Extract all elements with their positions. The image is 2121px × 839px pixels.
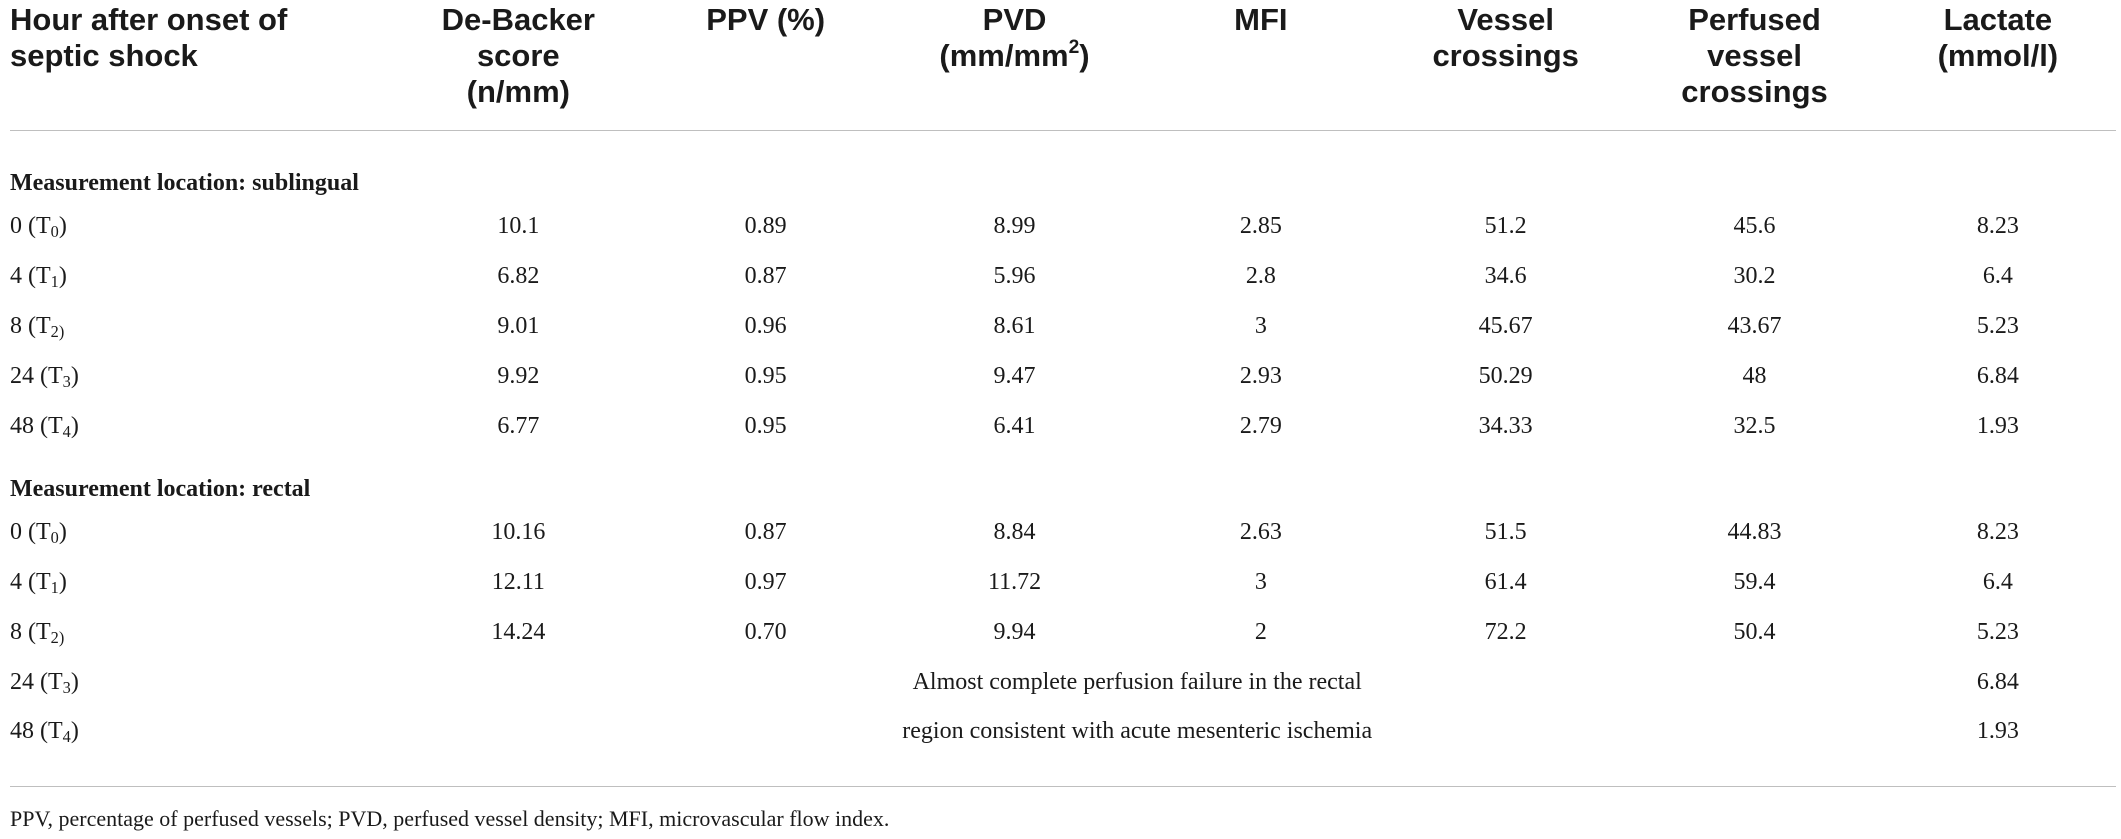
ppv-cell: 0.97 — [744, 568, 787, 595]
hour-sub: 4 — [62, 727, 71, 747]
vessel-crossings-cell: 34.6 — [1484, 262, 1527, 289]
ppv-cell: 0.95 — [744, 412, 787, 439]
debacker-cell: 10.1 — [497, 212, 540, 239]
pvd-cell: 5.96 — [993, 262, 1036, 289]
hour-tail: ) — [70, 412, 79, 439]
pvd-cell: 6.41 — [993, 412, 1036, 439]
hour-cell — [10, 301, 395, 351]
hour-tail: ) — [70, 717, 79, 744]
lactate-cell: 8.23 — [1976, 212, 2019, 239]
hour-text: 24 (T — [10, 668, 63, 695]
ppv-cell: 0.89 — [744, 212, 787, 239]
header-mfi-line-1: MFI — [1234, 2, 1288, 37]
lactate-cell: 1.93 — [1976, 717, 2019, 744]
pvd-cell: 8.61 — [993, 312, 1036, 339]
hour-tail: ) — [70, 362, 79, 389]
header-row — [10, 0, 2116, 131]
hour-cell — [10, 351, 395, 401]
header-vessel-crossings-line-2: crossings — [1432, 38, 1579, 73]
hour-cell — [10, 201, 395, 251]
lactate-cell: 5.23 — [1976, 618, 2019, 645]
merged-note-cell: Almost complete perfusion failure in the rectal — [912, 668, 1362, 695]
mfi-cell: 2.63 — [1239, 518, 1282, 545]
vessel-crossings-cell: 51.2 — [1484, 212, 1527, 239]
mfi-cell: 2.85 — [1239, 212, 1282, 239]
header-ppv — [642, 0, 889, 131]
hour-sub: 3 — [62, 678, 71, 698]
header-pvd-sup: 2 — [1068, 36, 1080, 58]
pvd-cell: 11.72 — [987, 568, 1042, 595]
section-row — [10, 451, 2116, 507]
vessel-crossings-cell: 34.33 — [1478, 412, 1533, 439]
hour-sub: 3 — [62, 372, 71, 392]
pvd-cell: 8.99 — [993, 212, 1036, 239]
pvd-cell: 9.47 — [993, 362, 1036, 389]
table-row — [10, 507, 2116, 557]
section-label-rectal: Measurement location: rectal — [10, 476, 311, 502]
hour-tail: ) — [58, 262, 67, 289]
perfused-crossings-cell: 59.4 — [1733, 568, 1776, 595]
debacker-cell: 12.11 — [491, 568, 545, 595]
hour-cell — [10, 251, 395, 301]
table-row — [10, 707, 2116, 755]
hour-tail: ) — [58, 568, 67, 595]
section-row — [10, 131, 2116, 202]
hour-tail: ) — [70, 668, 79, 695]
section-label-sublingual: Measurement location: sublingual — [10, 170, 359, 196]
lactate-cell: 6.4 — [1982, 262, 2013, 289]
perfused-crossings-cell: 32.5 — [1733, 412, 1776, 439]
pvd-cell: 9.94 — [993, 618, 1036, 645]
mfi-cell: 2.93 — [1239, 362, 1282, 389]
hour-cell — [10, 557, 395, 607]
header-perfused-vessel-crossings — [1629, 0, 1879, 131]
lactate-cell: 1.93 — [1976, 412, 2019, 439]
perfused-crossings-cell: 30.2 — [1733, 262, 1776, 289]
hour-tail: ) — [58, 212, 67, 239]
lactate-cell: 6.84 — [1976, 668, 2019, 695]
header-debacker-line-2: score — [476, 38, 560, 73]
pvd-cell: 8.84 — [993, 518, 1036, 545]
mfi-cell: 3 — [1254, 312, 1267, 339]
header-perfused-line-2: vessel — [1707, 38, 1802, 73]
header-debacker — [395, 0, 642, 131]
debacker-cell: 14.24 — [491, 618, 546, 645]
table-row — [10, 251, 2116, 301]
header-debacker-line-3: (n/mm) — [466, 74, 570, 109]
header-hour — [10, 0, 395, 131]
table-footnote: PPV, percentage of perfused vessels; PVD, perfused vessel density; MFI, microvascular flow index. — [10, 806, 890, 831]
mfi-cell: 2 — [1254, 618, 1267, 645]
header-mfi — [1140, 0, 1382, 131]
header-perfused-line-1: Perfused — [1688, 2, 1821, 37]
header-debacker-line-1: De-Backer — [441, 2, 595, 37]
ppv-cell: 0.95 — [744, 362, 787, 389]
ppv-cell: 0.87 — [744, 262, 787, 289]
vessel-crossings-cell: 50.29 — [1478, 362, 1533, 389]
debacker-cell: 9.92 — [497, 362, 540, 389]
hour-sub: 1 — [50, 272, 59, 292]
table-row — [10, 301, 2116, 351]
header-pvd-line-2 — [889, 38, 1139, 74]
header-hour-line-1: Hour after onset of — [10, 2, 288, 37]
hour-sub: 4 — [62, 422, 71, 442]
table-row — [10, 657, 2116, 707]
vessel-crossings-cell: 51.5 — [1484, 518, 1527, 545]
hour-cell — [10, 401, 395, 451]
hour-text: 24 (T — [10, 362, 63, 389]
lactate-cell: 5.23 — [1976, 312, 2019, 339]
vessel-crossings-cell: 72.2 — [1484, 618, 1527, 645]
header-pvd-close: ) — [1079, 38, 1090, 73]
header-pvd-unit: (mm/mm — [939, 38, 1069, 73]
hour-text: 4 (T — [10, 262, 51, 289]
hour-text: 8 (T — [10, 618, 51, 645]
hour-sub: 0 — [50, 222, 59, 242]
lactate-cell: 6.84 — [1976, 362, 2019, 389]
header-perfused-line-3: crossings — [1681, 74, 1828, 109]
perfused-crossings-cell: 44.83 — [1727, 518, 1782, 545]
header-hour-line-2: septic shock — [10, 38, 198, 73]
table-row — [10, 607, 2116, 657]
hour-sub: 2) — [50, 628, 65, 648]
perfused-crossings-cell: 45.6 — [1733, 212, 1776, 239]
table-row — [10, 351, 2116, 401]
hour-sub: 1 — [50, 578, 59, 598]
debacker-cell: 6.77 — [497, 412, 540, 439]
vessel-crossings-cell: 61.4 — [1484, 568, 1527, 595]
hour-text: 0 (T — [10, 212, 51, 239]
table-row — [10, 201, 2116, 251]
header-lactate — [1880, 0, 2116, 131]
hour-tail: ) — [58, 518, 67, 545]
perfused-crossings-cell: 48 — [1742, 362, 1767, 389]
table-row — [10, 401, 2116, 451]
ppv-cell: 0.70 — [744, 618, 787, 645]
hour-sub: 0 — [50, 528, 59, 548]
hour-cell — [10, 507, 395, 557]
header-lactate-line-2: (mmol/l) — [1937, 38, 2059, 73]
hour-text: 8 (T — [10, 312, 51, 339]
lactate-cell: 8.23 — [1976, 518, 2019, 545]
table-row — [10, 557, 2116, 607]
header-pvd-line-1: PVD — [982, 2, 1047, 37]
hour-text: 4 (T — [10, 568, 51, 595]
vessel-crossings-cell: 45.67 — [1478, 312, 1533, 339]
debacker-cell: 10.16 — [491, 518, 546, 545]
ppv-cell: 0.87 — [744, 518, 787, 545]
header-ppv-line-1: PPV (%) — [706, 2, 826, 37]
merged-note-cell: region consistent with acute mesenteric ischemia — [902, 717, 1373, 744]
hour-cell — [10, 707, 395, 755]
debacker-cell: 6.82 — [497, 262, 540, 289]
header-pvd — [889, 0, 1139, 131]
hour-sub: 2) — [50, 322, 65, 342]
table-bottom-rule — [10, 786, 2116, 787]
hour-text: 0 (T — [10, 518, 51, 545]
hour-cell — [10, 657, 395, 707]
mfi-cell: 3 — [1254, 568, 1267, 595]
hour-cell — [10, 607, 395, 657]
lactate-cell: 6.4 — [1982, 568, 2013, 595]
header-vessel-crossings — [1382, 0, 1629, 131]
hour-text: 48 (T — [10, 717, 63, 744]
hour-text: 48 (T — [10, 412, 63, 439]
perfused-crossings-cell: 50.4 — [1733, 618, 1776, 645]
mfi-cell: 2.79 — [1239, 412, 1282, 439]
debacker-cell: 9.01 — [497, 312, 540, 339]
header-vessel-crossings-line-1: Vessel — [1457, 2, 1554, 37]
data-table — [10, 0, 2116, 755]
perfused-crossings-cell: 43.67 — [1727, 312, 1782, 339]
ppv-cell: 0.96 — [744, 312, 787, 339]
header-lactate-line-1: Lactate — [1943, 2, 2053, 37]
mfi-cell: 2.8 — [1245, 262, 1276, 289]
